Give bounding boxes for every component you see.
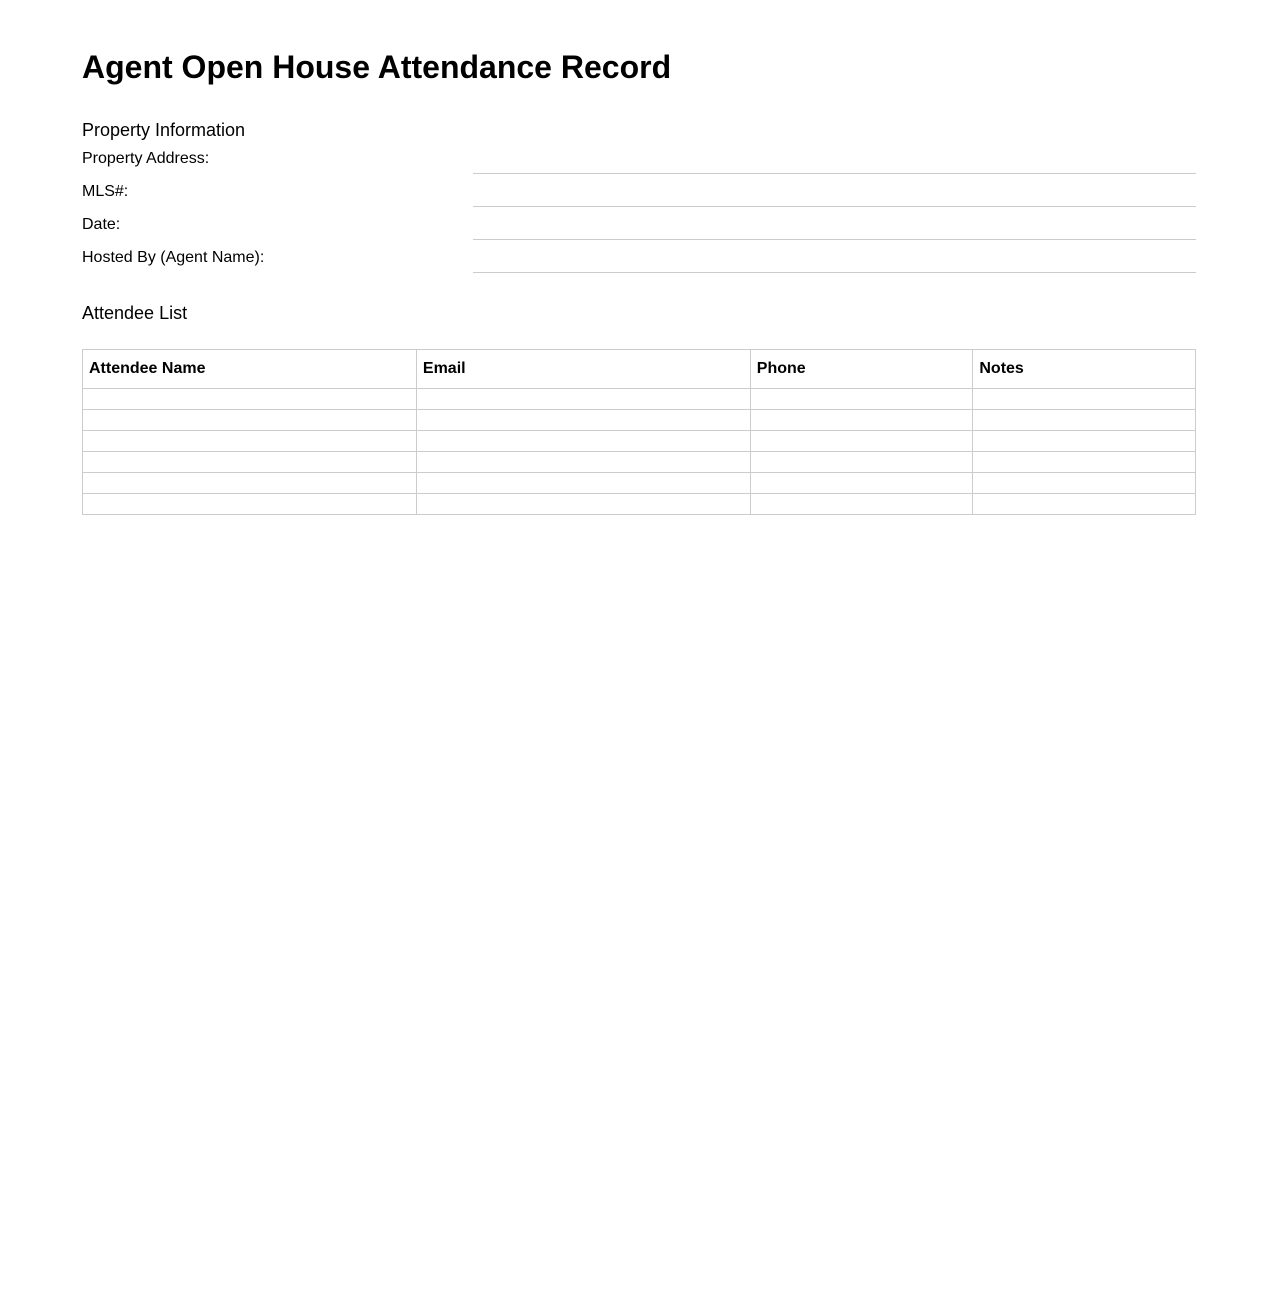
notes-cell[interactable] bbox=[973, 431, 1196, 452]
phone-cell[interactable] bbox=[750, 431, 973, 452]
attendee-name-cell[interactable] bbox=[83, 494, 417, 515]
email-cell[interactable] bbox=[416, 473, 750, 494]
phone-cell[interactable] bbox=[750, 452, 973, 473]
notes-cell[interactable] bbox=[973, 410, 1196, 431]
table-row bbox=[83, 410, 1196, 431]
field-label: Property Address: bbox=[82, 150, 210, 167]
table-row bbox=[83, 431, 1196, 452]
table-row bbox=[83, 389, 1196, 410]
table-row bbox=[83, 452, 1196, 473]
table-row bbox=[83, 473, 1196, 494]
field-label: MLS#: bbox=[82, 183, 129, 200]
phone-cell[interactable] bbox=[750, 389, 973, 410]
notes-cell[interactable] bbox=[973, 389, 1196, 410]
mls-number-field bbox=[82, 183, 1196, 216]
property-address-field bbox=[82, 150, 1196, 183]
property-address-input-line[interactable] bbox=[473, 173, 1196, 174]
date-field bbox=[82, 216, 1196, 249]
email-cell[interactable] bbox=[416, 452, 750, 473]
phone-cell[interactable] bbox=[750, 473, 973, 494]
attendee-name-cell[interactable] bbox=[83, 389, 417, 410]
email-cell[interactable] bbox=[416, 389, 750, 410]
phone-cell[interactable] bbox=[750, 410, 973, 431]
date-input-line[interactable] bbox=[473, 239, 1196, 240]
column-header-notes: Notes bbox=[973, 350, 1196, 389]
column-header-phone: Phone bbox=[750, 350, 973, 389]
column-header-attendee-name: Attendee Name bbox=[83, 350, 417, 389]
hosted-by-field bbox=[82, 249, 1196, 282]
attendee-name-cell[interactable] bbox=[83, 452, 417, 473]
hosted-by-input-line[interactable] bbox=[473, 272, 1196, 273]
notes-cell[interactable] bbox=[973, 452, 1196, 473]
attendee-list-heading: Attendee List bbox=[82, 303, 188, 323]
email-cell[interactable] bbox=[416, 431, 750, 452]
notes-cell[interactable] bbox=[973, 494, 1196, 515]
table-header-row bbox=[83, 350, 1196, 389]
column-header-email: Email bbox=[416, 350, 750, 389]
property-information-heading: Property Information bbox=[82, 120, 246, 140]
field-label: Hosted By (Agent Name): bbox=[82, 249, 265, 266]
attendee-name-cell[interactable] bbox=[83, 431, 417, 452]
notes-cell[interactable] bbox=[973, 473, 1196, 494]
mls-number-input-line[interactable] bbox=[473, 206, 1196, 207]
email-cell[interactable] bbox=[416, 410, 750, 431]
attendee-name-cell[interactable] bbox=[83, 473, 417, 494]
phone-cell[interactable] bbox=[750, 494, 973, 515]
field-label: Date: bbox=[82, 216, 121, 233]
email-cell[interactable] bbox=[416, 494, 750, 515]
attendee-table bbox=[82, 349, 1196, 515]
page-title: Agent Open House Attendance Record bbox=[82, 49, 672, 85]
table-row bbox=[83, 494, 1196, 515]
attendee-name-cell[interactable] bbox=[83, 410, 417, 431]
